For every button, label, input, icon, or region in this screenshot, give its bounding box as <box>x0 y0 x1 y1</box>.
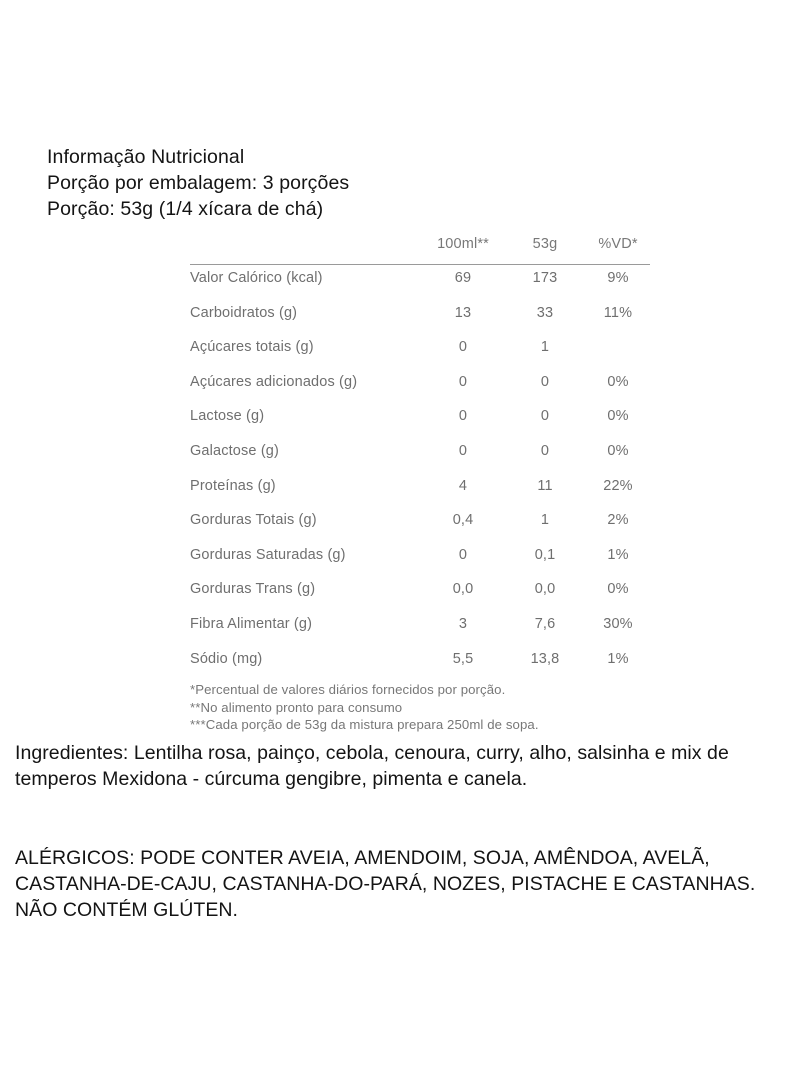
table-row <box>190 512 650 547</box>
nutrient-value-vd: 0% <box>607 442 629 459</box>
nutrient-value-53g: 7,6 <box>534 615 556 632</box>
nutrient-name: Proteínas (g) <box>190 477 276 494</box>
table-header-rule <box>190 264 650 265</box>
column-header-53g: 53g <box>532 236 558 252</box>
nutrient-value-53g: 13,8 <box>530 650 560 667</box>
nutrient-value-100ml: 0 <box>458 408 468 425</box>
nutrient-value-53g: 0,0 <box>534 581 556 598</box>
nutrient-name: Sódio (mg) <box>190 650 263 667</box>
nutrient-value-53g: 173 <box>532 270 558 286</box>
servings-per-package: Porção por embalagem: 3 porções <box>47 172 350 194</box>
nutrient-value-100ml: 0 <box>458 546 468 563</box>
nutrient-value-vd: 22% <box>603 477 633 494</box>
table-row <box>190 616 650 651</box>
nutrition-heading <box>47 144 647 222</box>
nutrient-value-vd: 0% <box>607 581 629 598</box>
ingredients-section <box>15 740 787 792</box>
allergens-text: ALÉRGICOS: PODE CONTER AVEIA, AMENDOIM, SOJA, AMÊNDOA, AVELÃ, CASTANHA-DE-CAJU, CASTANHA-DO-PARÁ, NOZES, PISTACHE E CASTANHAS. NÃO CONTÉM GLÚTEN. <box>15 847 756 921</box>
nutrition-facts-table <box>190 236 650 685</box>
allergens-section <box>15 845 787 923</box>
nutrient-name: Açúcares adicionados (g) <box>190 373 358 390</box>
nutrient-name: Fibra Alimentar (g) <box>190 615 313 632</box>
table-row <box>190 305 650 340</box>
nutrient-name: Carboidratos (g) <box>190 304 298 321</box>
table-footnotes <box>190 681 710 734</box>
nutrient-value-53g: 33 <box>536 304 554 321</box>
nutrient-value-100ml: 69 <box>454 270 472 286</box>
nutrient-name: Gorduras Trans (g) <box>190 581 316 598</box>
nutrient-value-vd: 0% <box>607 408 629 425</box>
nutrient-value-100ml: 3 <box>458 615 468 632</box>
table-row <box>190 478 650 513</box>
table-row <box>190 547 650 582</box>
nutrient-value-53g: 1 <box>540 339 550 356</box>
nutrient-value-100ml: 0 <box>458 442 468 459</box>
nutrient-value-53g: 0 <box>540 373 550 390</box>
table-row <box>190 408 650 443</box>
nutrient-name: Lactose (g) <box>190 408 265 425</box>
serving-size: Porção: 53g (1/4 xícara de chá) <box>47 198 324 220</box>
nutrient-value-vd: 30% <box>603 615 633 632</box>
table-header-row <box>190 236 650 262</box>
nutrient-value-100ml: 5,5 <box>452 650 474 667</box>
nutrient-value-vd: 0% <box>607 373 629 390</box>
nutrient-value-100ml: 0,4 <box>452 512 474 529</box>
nutrient-name: Açúcares totais (g) <box>190 339 314 356</box>
table-row <box>190 581 650 616</box>
nutrient-name: Gorduras Saturadas (g) <box>190 546 346 563</box>
nutrient-value-vd: 9% <box>607 270 629 286</box>
nutrient-value-vd: 1% <box>607 650 629 667</box>
footnote-daily-values: *Percentual de valores diários fornecidos por porção. <box>190 682 506 697</box>
nutrient-name: Galactose (g) <box>190 442 279 459</box>
table-row <box>190 270 650 305</box>
table-row <box>190 374 650 409</box>
column-header-vd: %VD* <box>598 236 638 252</box>
nutrient-value-vd: 1% <box>607 546 629 563</box>
nutrient-value-100ml: 4 <box>458 477 468 494</box>
nutrient-value-100ml: 0 <box>458 373 468 390</box>
nutrient-value-53g: 1 <box>540 512 550 529</box>
nutrient-value-53g: 11 <box>537 477 553 494</box>
nutrient-name: Valor Calórico (kcal) <box>190 270 323 286</box>
column-header-100ml: 100ml** <box>437 236 489 252</box>
footnote-ready-to-eat: **No alimento pronto para consumo <box>190 699 403 715</box>
table-row <box>190 443 650 478</box>
nutrient-value-100ml: 0,0 <box>452 581 474 598</box>
table-row <box>190 339 650 374</box>
nutrient-value-vd: 2% <box>607 512 629 529</box>
nutrient-value-vd: 11% <box>603 304 633 321</box>
table-row <box>190 651 650 686</box>
page-title: Informação Nutricional <box>47 146 245 168</box>
nutrient-value-100ml: 13 <box>454 304 472 321</box>
footnote-preparation: ***Cada porção de 53g da mistura prepara 250ml de sopa. <box>190 717 539 732</box>
nutrient-value-53g: 0 <box>540 442 550 459</box>
nutrient-value-100ml: 0 <box>458 339 468 356</box>
nutrient-value-53g: 0 <box>540 408 550 425</box>
nutrient-name: Gorduras Totais (g) <box>190 512 317 529</box>
ingredients-text: Ingredientes: Lentilha rosa, painço, cebola, cenoura, curry, alho, salsinha e mix de temperos Mexidona - cúrcuma gengibre, pimenta e canela. <box>15 742 729 790</box>
nutrient-value-53g: 0,1 <box>534 546 556 563</box>
